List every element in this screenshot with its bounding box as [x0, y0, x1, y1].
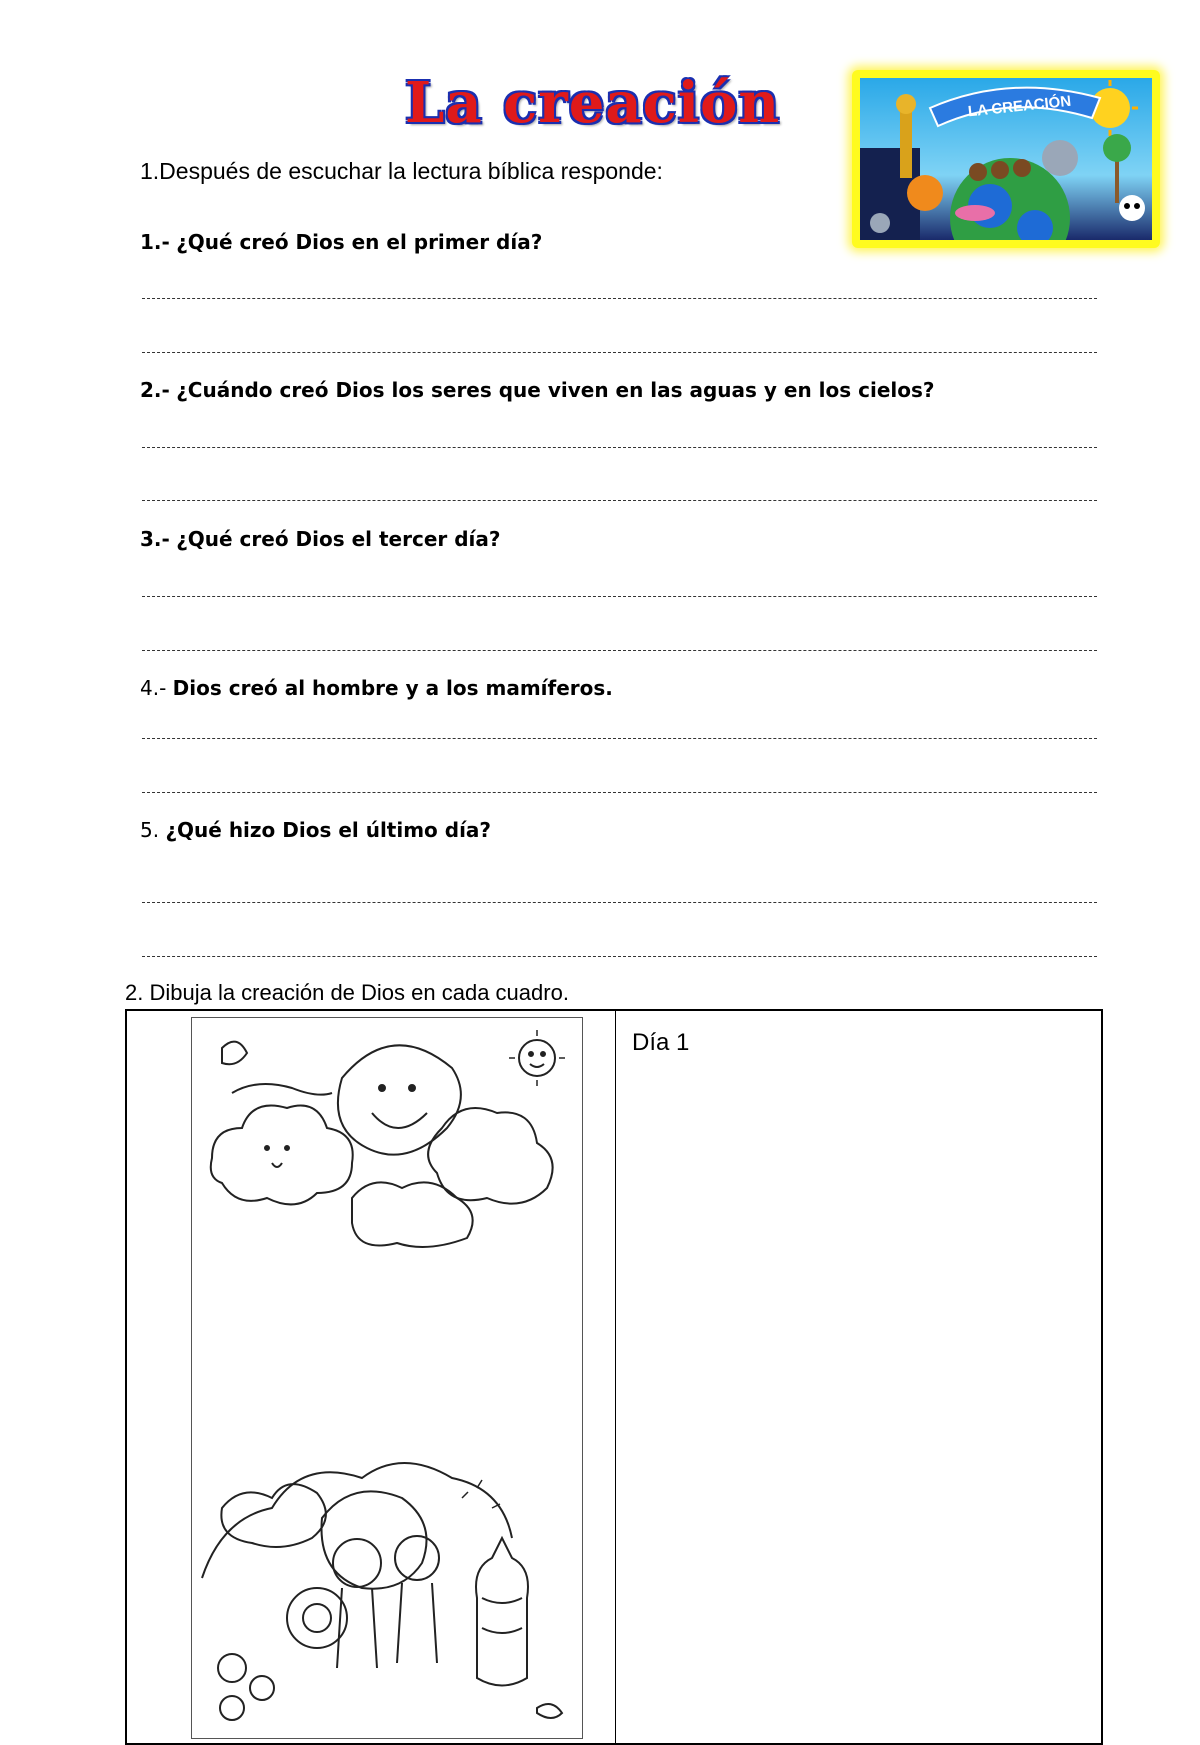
- coloring-illustration: [192, 1018, 582, 1738]
- question-4-number: 4.-: [140, 676, 167, 700]
- worksheet-title: La creación: [405, 70, 781, 136]
- question-5-text: ¿Qué hizo Dios el último día?: [165, 818, 492, 842]
- answer-line[interactable]: [142, 902, 1097, 903]
- question-3-text: ¿Qué creó Dios el tercer día?: [176, 527, 501, 551]
- question-5: [140, 818, 491, 842]
- question-1-number: 1.-: [140, 230, 170, 254]
- question-3-number: 3.-: [140, 527, 170, 551]
- answer-line[interactable]: [142, 956, 1097, 957]
- creation-badge-image: [852, 70, 1160, 248]
- section-2-heading: 2. Dibuja la creación de Dios en cada cuadro.: [125, 980, 569, 1005]
- question-3: [140, 527, 501, 551]
- answer-line[interactable]: [142, 596, 1097, 597]
- instruction-text: 1.Después de escuchar la lectura bíblica responde:: [140, 158, 663, 184]
- coloring-page-image: [191, 1017, 583, 1739]
- answer-line[interactable]: [142, 298, 1097, 299]
- answer-line[interactable]: [142, 650, 1097, 651]
- question-1: [140, 230, 542, 254]
- question-1-text: ¿Qué creó Dios en el primer día?: [176, 230, 543, 254]
- answer-line[interactable]: [142, 738, 1097, 739]
- question-2-text: ¿Cuándo creó Dios los seres que viven en las aguas y en los cielos?: [176, 378, 935, 402]
- question-2-number: 2.-: [140, 378, 170, 402]
- drawing-table: [125, 1009, 1103, 1745]
- question-4: [140, 676, 613, 700]
- creation-illustration: [860, 78, 1152, 240]
- answer-line[interactable]: [142, 500, 1097, 501]
- drawing-cell-day-label: Día 1: [632, 1029, 690, 1056]
- answer-line[interactable]: [142, 352, 1097, 353]
- answer-line[interactable]: [142, 792, 1097, 793]
- table-column-divider: [615, 1011, 616, 1743]
- question-5-number: 5.: [140, 818, 160, 842]
- question-2: [140, 378, 935, 402]
- question-4-text: Dios creó al hombre y a los mamíferos.: [172, 676, 613, 700]
- answer-line[interactable]: [142, 447, 1097, 448]
- badge-label: LA CREACIÓN: [967, 92, 1072, 121]
